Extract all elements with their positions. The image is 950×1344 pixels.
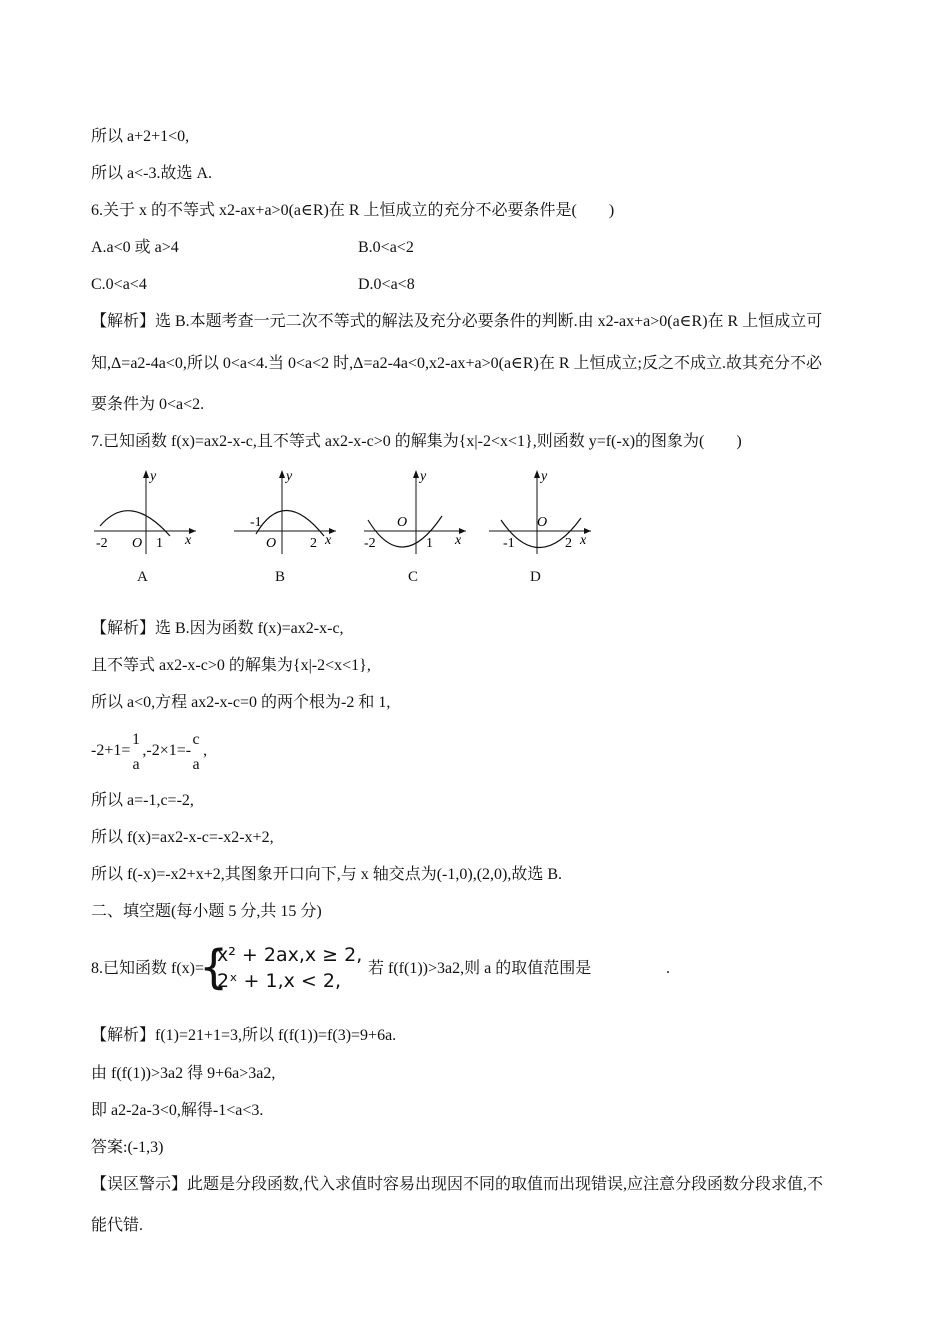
blank-end: .: [666, 960, 670, 977]
origin-label: O: [397, 515, 408, 530]
graph-label: B: [275, 569, 286, 585]
origin-label: O: [537, 515, 548, 530]
text-segment: ,: [203, 742, 208, 759]
answer-8-line: 由 f(f(1))>3a2 得 9+6a>3a2,: [91, 1065, 276, 1082]
warning-line: 【误区警示】此题是分段函数,代入求值时容易出现因不同的取值而出现错误,应注意分段函数分段求值,不: [91, 1176, 824, 1193]
brace-icon: {: [199, 940, 229, 994]
tick-label: 2: [565, 536, 572, 551]
x-axis-label: x: [580, 533, 587, 548]
tick-label: 1: [426, 536, 433, 551]
fraction-denominator: a: [132, 756, 140, 773]
graph-label: A: [137, 569, 148, 585]
tick-label: -2: [96, 536, 108, 551]
graph-label: D: [530, 569, 541, 585]
option-d: D.0<a<8: [358, 276, 415, 293]
y-axis-label: y: [150, 469, 157, 484]
option-c: C.0<a<4: [91, 276, 147, 293]
answer-7-line: 所以 f(-x)=-x2+x+2,其图象开口向下,与 x 轴交点为(-1,0),(2,0),故选 B.: [91, 866, 563, 883]
fraction-numerator: c: [192, 731, 200, 748]
graph-b: [232, 466, 342, 556]
option-a: A.a<0 或 a>4: [91, 239, 179, 256]
question-8-suffix: 若 f(f(1))>3a2,则 a 的取值范围是: [368, 960, 592, 977]
answer-8-line: 即 a2-2a-3<0,解得-1<a<3.: [91, 1102, 264, 1119]
piecewise-case-2: 2ˣ + 1,x < 2,: [217, 970, 342, 992]
text-line: 所以 a<-3.故选 A.: [91, 165, 213, 182]
answer-7-line: 所以 a<0,方程 ax2-x-c=0 的两个根为-2 和 1,: [91, 694, 391, 711]
answer-6-line: 知,Δ=a2-4a<0,所以 0<a<4.当 0<a<2 时,Δ=a2-4a<0,x2-ax+a>0(a∈R)在 R 上恒成立;反之不成立.故其充分不必: [91, 355, 823, 372]
tick-label: -1: [503, 536, 515, 551]
text-line: 所以 a+2+1<0,: [91, 128, 190, 145]
y-axis-label: y: [420, 469, 427, 484]
answer-7-line: 且不等式 ax2-x-c>0 的解集为{x|-2<x<1},: [91, 657, 371, 674]
answer-6-line: 要条件为 0<a<2.: [91, 396, 205, 413]
fraction-denominator: a: [192, 756, 200, 773]
question-6: 6.关于 x 的不等式 x2-ax+a>0(a∈R)在 R 上恒成立的充分不必要条件是( ): [91, 202, 615, 219]
tick-label: -1: [250, 515, 262, 530]
text-segment: ,-2×1=-: [142, 742, 192, 759]
warning-line: 能代错.: [91, 1217, 144, 1234]
x-axis-label: x: [325, 533, 332, 548]
answer-7-line: 【解析】选 B.因为函数 f(x)=ax2-x-c,: [91, 620, 344, 637]
option-b: B.0<a<2: [358, 239, 414, 256]
graph-label: C: [408, 569, 419, 585]
piecewise-case-1: x² + 2ax,x ≥ 2,: [217, 944, 363, 966]
answer-7-line: 所以 f(x)=ax2-x-c=-x2-x+2,: [91, 829, 274, 846]
origin-label: O: [132, 536, 143, 551]
answer-8-line: 【解析】f(1)=21+1=3,所以 f(f(1))=f(3)=9+6a.: [91, 1027, 397, 1044]
x-axis-label: x: [185, 533, 192, 548]
question-8-prefix: 8.已知函数 f(x)=: [91, 960, 205, 977]
tick-label: 2: [310, 536, 317, 551]
graph-d: [487, 466, 597, 556]
question-7: 7.已知函数 f(x)=ax2-x-c,且不等式 ax2-x-c>0 的解集为{x|-2<x<1},则函数 y=f(-x)的图象为( ): [91, 433, 742, 450]
answer-8-result: 答案:(-1,3): [91, 1139, 164, 1156]
answer-7-line: 所以 a=-1,c=-2,: [91, 792, 194, 809]
tick-label: 1: [156, 536, 163, 551]
answer-6-line: 【解析】选 B.本题考查一元二次不等式的解法及充分必要条件的判断.由 x2-ax+a>0(a∈R)在 R 上恒成立可: [91, 313, 823, 330]
section-heading: 二、填空题(每小题 5 分,共 15 分): [91, 903, 322, 920]
text-segment: -2+1=: [91, 742, 131, 759]
x-axis-label: x: [455, 533, 462, 548]
tick-label: -2: [364, 536, 376, 551]
y-axis-label: y: [541, 469, 548, 484]
graph-a: [92, 466, 202, 556]
origin-label: O: [266, 536, 277, 551]
y-axis-label: y: [286, 469, 293, 484]
graph-c: [362, 466, 472, 556]
fraction-numerator: 1: [132, 731, 140, 748]
